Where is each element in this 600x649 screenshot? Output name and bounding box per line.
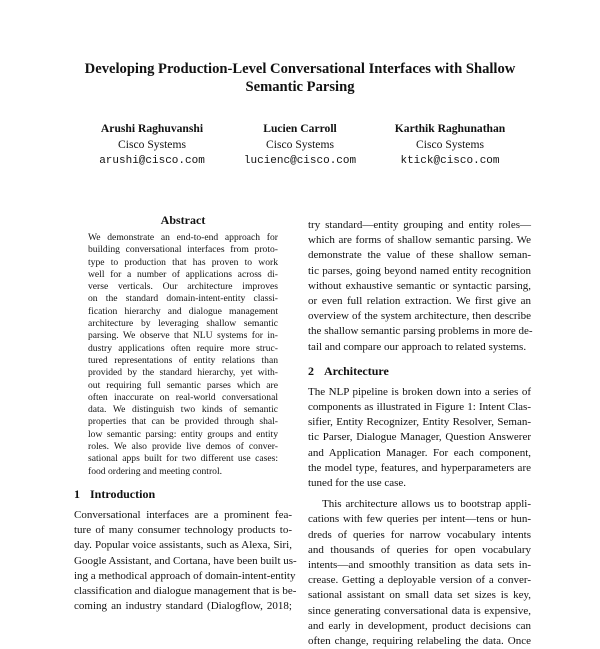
- author-name: Karthik Raghunathan: [394, 122, 506, 135]
- abstract-line: tured representations of entity relations than: [88, 354, 278, 366]
- body-line: Google Assistant, and Cortana, have been built us-: [74, 554, 297, 567]
- abstract-line: food ordering and meeting control.: [88, 465, 223, 477]
- left-column: [74, 212, 297, 614]
- architecture-paragraph-2: [308, 497, 531, 649]
- abstract-line: roles. We also provide live demos of conver-: [88, 441, 278, 453]
- abstract-line: data. We distinguish two kinds of semantic: [88, 404, 278, 416]
- body-line: classification and dialogue management that is be-: [74, 584, 297, 597]
- author-email: lucienc@cisco.com: [243, 155, 357, 167]
- body-line: ture of many consumer technology products to-: [74, 524, 292, 537]
- body-line: This architecture allows us to bootstrap appli-: [322, 498, 531, 511]
- body-line: and Application Manager. For each component,: [308, 446, 531, 459]
- body-line: intents—and smoothly transition as data sets in-: [308, 559, 531, 572]
- abstract-line: type to production that has proven to work: [88, 256, 278, 268]
- abstract-line: We demonstrate an end-to-end approach for: [88, 232, 278, 243]
- body-line: crease. Getting a deployable version of a conver-: [308, 574, 531, 587]
- body-line: sational assistant on small data set sizes is key,: [308, 589, 531, 602]
- introduction-text: [74, 508, 297, 614]
- section-heading-introduction: [74, 486, 292, 502]
- body-line: sifier, Entity Recognizer, Entity Resolver, Seman-: [308, 416, 531, 429]
- author-name: Arushi Raghuvanshi: [100, 122, 204, 135]
- section-title: Architecture: [324, 363, 389, 378]
- abstract-line: often inaccurate on real-world conversational: [88, 391, 278, 403]
- abstract-line: on the standard domain-intent-entity classi-: [88, 293, 278, 305]
- body-line: try standard—entity grouping and entity roles—: [308, 219, 531, 231]
- body-line: the shallow semantic parsing problems in more de-: [308, 325, 533, 338]
- body-line: and thousands of queries for open vocabulary: [308, 543, 531, 556]
- author-email: ktick@cisco.com: [400, 155, 500, 167]
- paper-title-line-1: Developing Production-Level Conversational Interfaces with Shallow: [84, 61, 516, 77]
- abstract-line: dustry applications often require more struc-: [88, 342, 278, 354]
- author-affiliation: Cisco Systems: [416, 138, 484, 151]
- body-line: Conversational interfaces are a prominent fea-: [74, 508, 292, 521]
- introduction-continued: [308, 218, 531, 355]
- abstract-line: out requiring full semantic parses which are: [88, 379, 278, 391]
- abstract-line: verse verticals. Our architecture improves: [88, 281, 278, 293]
- abstract-line: provided by the standard hierarchy, yet with-: [88, 367, 278, 379]
- abstract-line: well for a number of applications across di-: [88, 268, 278, 280]
- abstract-line: low semantic parsing: entity groups and entity: [88, 428, 278, 440]
- author-email: arushi@cisco.com: [99, 155, 205, 167]
- abstract-line: properties that can be provided through shal-: [88, 416, 278, 428]
- abstract-line: building conversational interfaces from proto-: [88, 244, 278, 256]
- author-affiliation: Cisco Systems: [118, 138, 186, 151]
- section-number: 2: [308, 363, 314, 378]
- body-line: overview of the system architecture, then describe: [308, 310, 531, 323]
- body-line: since generating conversational data is expensive,: [308, 604, 531, 617]
- body-line: without exhaustive semantic or syntactic parsing,: [308, 279, 531, 292]
- body-line: the model type, features, and hyperparameters are: [308, 461, 531, 474]
- body-line: and early in development, product decisions can: [308, 619, 531, 632]
- abstract-line: fication hierarchy and dialogue management: [88, 305, 278, 317]
- section-title: Introduction: [90, 486, 156, 501]
- body-line: or even full relation extraction. We first give an: [308, 295, 531, 308]
- body-line: components as illustrated in Figure 1: Intent Clas-: [308, 401, 531, 414]
- section-number: 1: [74, 486, 80, 501]
- abstract-line: sational apps built for two different use cases:: [88, 453, 278, 465]
- architecture-paragraph-1: [308, 385, 531, 491]
- body-line: tic parses, going beyond named entity recognition: [308, 264, 531, 277]
- body-line: day. Popular voice assistants, such as Alexa, Siri,: [74, 539, 292, 552]
- body-line: tuned for the use case.: [308, 477, 407, 490]
- section-heading-architecture: [308, 363, 531, 379]
- body-line: tail and compare our approach to related systems.: [308, 340, 527, 353]
- body-line: often change, requiring relabeling the data. Once: [308, 635, 531, 648]
- body-line: The NLP pipeline is broken down into a series of: [308, 385, 531, 398]
- paper-title-line-2: Semantic Parsing: [245, 79, 355, 95]
- abstract-body: [88, 232, 278, 478]
- body-line: ing a methodical approach of domain-intent-entity: [74, 569, 296, 582]
- author-block: [360, 121, 540, 169]
- author-name: Lucien Carroll: [263, 122, 337, 135]
- body-line: cations with few queries per intent—tens or hun-: [308, 513, 531, 526]
- abstract-line: architecture by leveraging shallow semantic: [88, 318, 278, 330]
- paper-title: [40, 60, 560, 96]
- body-line: coming an industry standard (Dialogflow, 2018;: [74, 600, 292, 613]
- abstract-heading: Abstract: [160, 213, 206, 227]
- body-line: tic Parser, Dialogue Manager, Question Answerer: [308, 431, 531, 444]
- right-column: [308, 218, 531, 649]
- author-affiliation: Cisco Systems: [266, 138, 334, 151]
- abstract-line: parsing. We observe that NLU systems for in-: [88, 330, 278, 342]
- body-line: demonstrate the value of these shallow seman-: [308, 249, 531, 262]
- body-line: which are forms of shallow semantic parsing. We: [308, 234, 531, 247]
- body-line: dreds of queries for narrow vocabulary intents: [308, 528, 531, 541]
